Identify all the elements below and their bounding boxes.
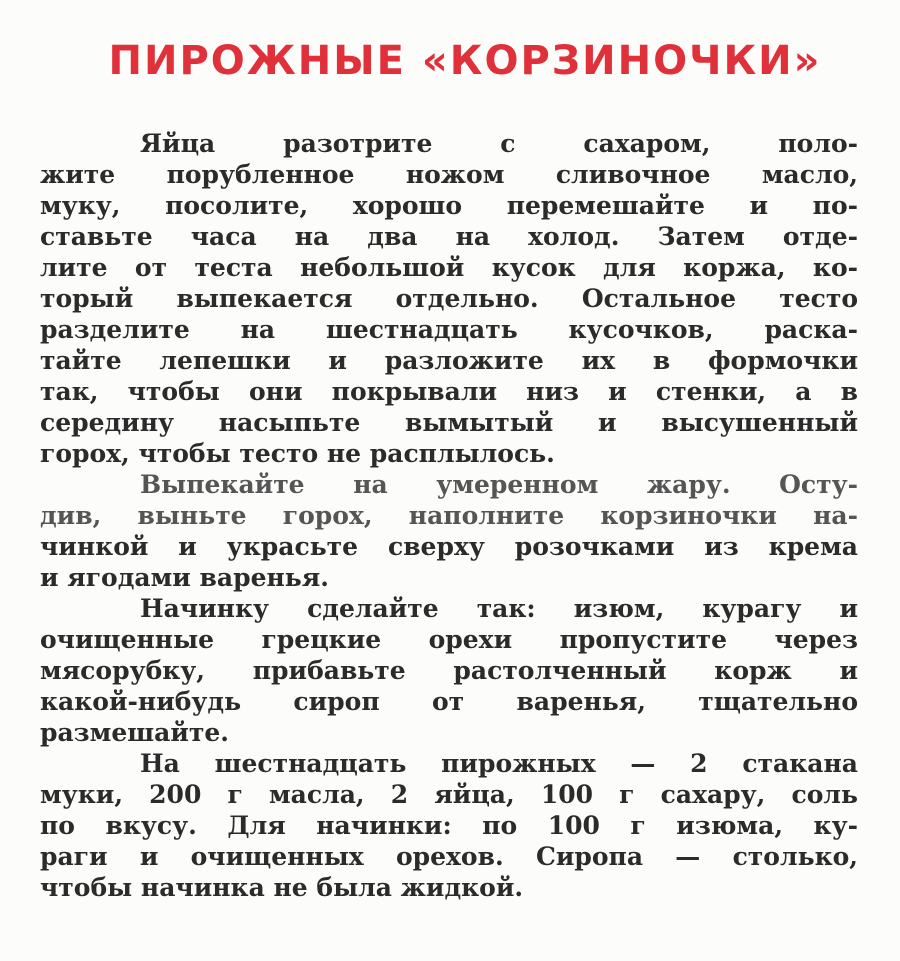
text-line: ставьте часа на два на холод. Затем отде- [40, 222, 858, 251]
text-line: муки, 200 г масла, 2 яйца, 100 г сахару, соль [40, 780, 858, 809]
text-line: муку, посолите, хорошо перемешайте и по- [40, 191, 858, 220]
text-line: разделите на шестнадцать кусочков, раска- [40, 315, 858, 344]
text-line: тайте лепешки и разложите их в формочки [40, 346, 858, 375]
text-line: торый выпекается отдельно. Остальное тесто [40, 284, 858, 313]
paragraph-baking [40, 469, 858, 593]
text-line: чтобы начинка не была жидкой. [40, 873, 524, 902]
text-line: середину насыпьте вымытый и высушенный [40, 408, 858, 437]
text-line: очищенные грецкие орехи пропустите через [40, 625, 858, 654]
text-line: див, выньте горох, наполните корзиночки на- [40, 501, 858, 530]
paragraph-ingredients [40, 748, 858, 903]
text-line: чинкой и украсьте сверху розочками из крема [40, 532, 858, 561]
text-line: горох, чтобы тесто не расплылось. [40, 439, 555, 468]
text-line: так, чтобы они покрывали низ и стенки, а в [40, 377, 858, 406]
text-line: Яйца разотрите с сахаром, поло- [140, 129, 858, 158]
text-line: На шестнадцать пирожных — 2 стакана [140, 749, 858, 778]
article-title: ПИРОЖНЫЕ «КОРЗИНОЧКИ» [108, 38, 822, 84]
text-line: лите от теста небольшой кусок для коржа, ко- [40, 253, 858, 282]
text-line: какой-нибудь сироп от варенья, тщательно [40, 687, 858, 716]
text-line: размешайте. [40, 718, 229, 747]
text-line: Начинку сделайте так: изюм, курагу и [140, 594, 858, 623]
paragraph-filling [40, 593, 858, 748]
paragraph-preparation [40, 128, 858, 469]
text-line: и ягодами варенья. [40, 563, 329, 592]
text-line: жите порубленное ножом сливочное масло, [40, 160, 858, 189]
text-line: раги и очищенных орехов. Сиропа — столько, [40, 842, 858, 871]
text-line: по вкусу. Для начинки: по 100 г изюма, ку- [40, 811, 858, 840]
text-line: мясорубку, прибавьте растолченный корж и [40, 656, 858, 685]
text-line: Выпекайте на умеренном жару. Осту- [140, 470, 858, 499]
article-body [40, 128, 858, 903]
